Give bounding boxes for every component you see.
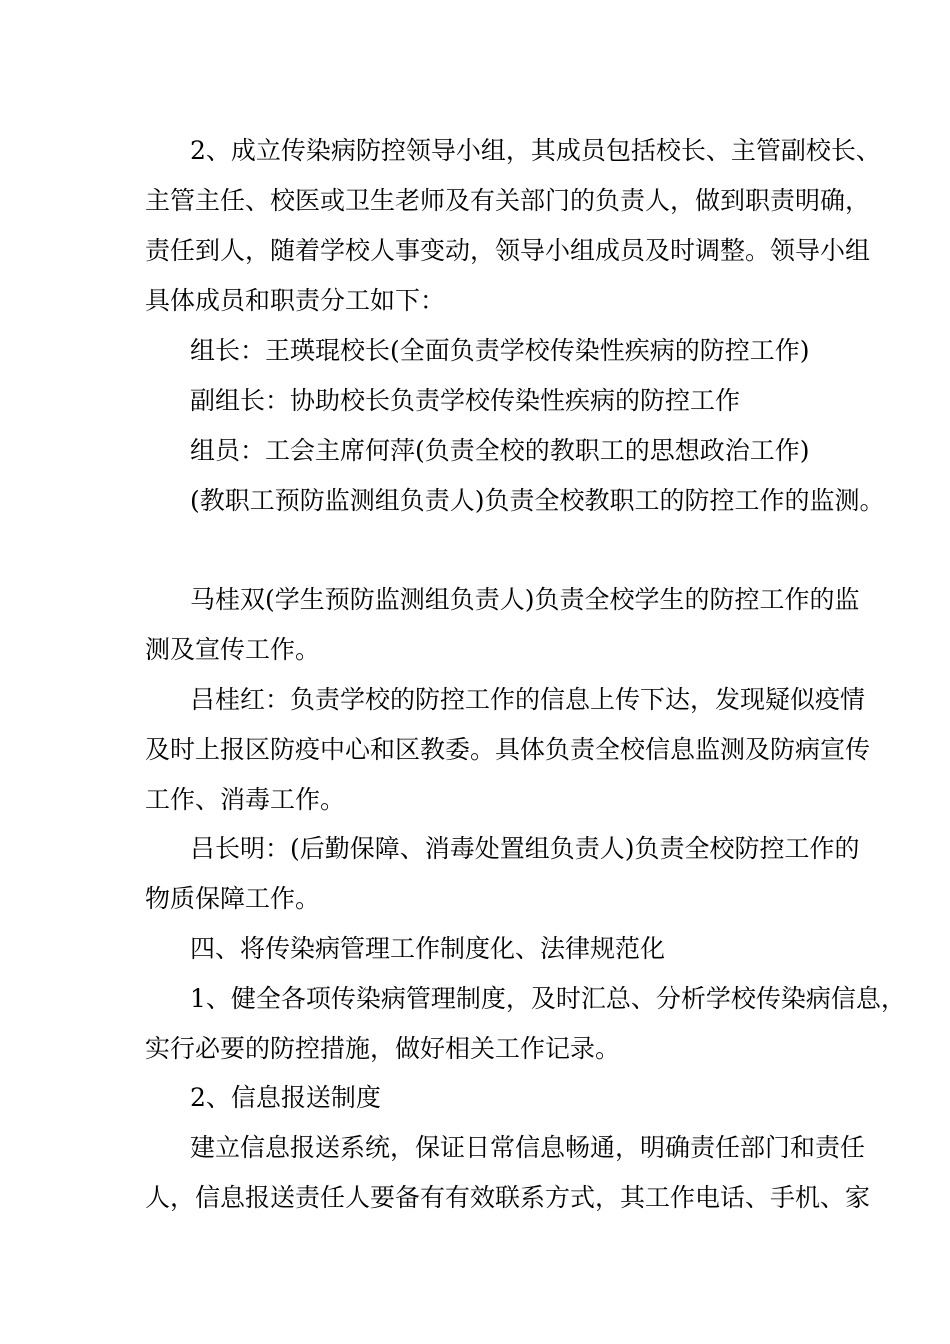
paragraph-line: 组员：工会主席何萍(负责全校的教职工的思想政治工作)	[190, 436, 810, 465]
paragraph-line: (教职工预防监测组负责人)负责全校教职工的防控工作的监测。	[190, 486, 885, 515]
paragraph-line: 1、健全各项传染病管理制度，及时汇总、分析学校传染病信息，	[190, 984, 906, 1013]
paragraph-line: 责任到人，随着学校人事变动，领导小组成员及时调整。领导小组	[145, 236, 871, 265]
paragraph-line: 马桂双(学生预防监测组负责人)负责全校学生的防控工作的监	[190, 585, 860, 614]
paragraph-line: 具体成员和职责分工如下：	[145, 286, 446, 315]
paragraph-line: 2、成立传染病防控领导小组，其成员包括校长、主管副校长、	[190, 136, 881, 165]
subsection-heading: 2、信息报送制度	[190, 1083, 381, 1112]
paragraph-line: 及时上报区防疫中心和区教委。具体负责全校信息监测及防病宣传	[145, 735, 871, 764]
section-heading: 四、将传染病管理工作制度化、法律规范化	[190, 934, 666, 963]
paragraph-line: 人，信息报送责任人要备有有效联系方式，其工作电话、手机、家	[145, 1183, 871, 1212]
paragraph-line: 工作、消毒工作。	[145, 785, 346, 814]
paragraph-line: 副组长：协助校长负责学校传染性疾病的防控工作	[190, 386, 741, 415]
paragraph-line: 实行必要的防控措施，做好相关工作记录。	[145, 1034, 621, 1063]
paragraph-line: 主管主任、校医或卫生老师及有关部门的负责人，做到职责明确，	[145, 186, 871, 215]
paragraph-line: 吕桂红：负责学校的防控工作的信息上传下达，发现疑似疫情	[190, 685, 866, 714]
paragraph-line: 组长：王瑛琨校长(全面负责学校传染性疾病的防控工作)	[190, 336, 810, 365]
paragraph-line: 物质保障工作。	[145, 884, 321, 913]
paragraph-line: 建立信息报送系统，保证日常信息畅通，明确责任部门和责任	[190, 1133, 866, 1162]
paragraph-line: 测及宣传工作。	[145, 635, 321, 664]
paragraph-line: 吕长明：(后勤保障、消毒处置组负责人)负责全校防控工作的	[190, 834, 860, 863]
